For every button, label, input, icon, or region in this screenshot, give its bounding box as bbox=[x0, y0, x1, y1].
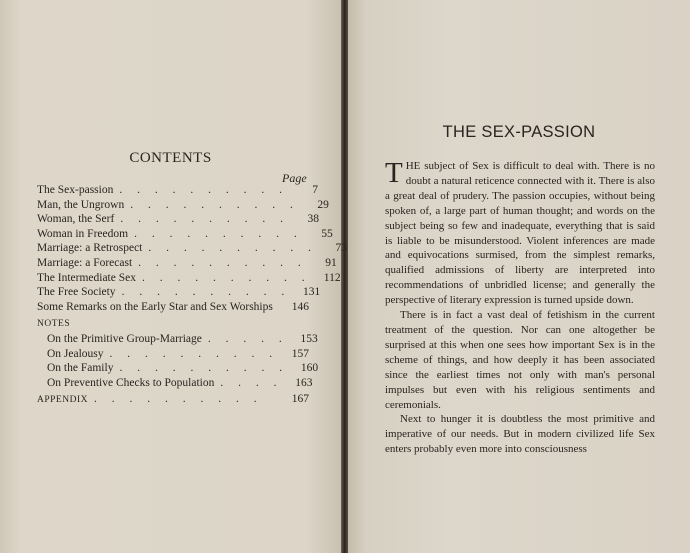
toc-entry[interactable]: Man, the Ungrown . . . . . . . . . . 29 bbox=[37, 198, 329, 211]
book-gutter bbox=[341, 0, 348, 553]
toc-entry-title: The Free Society bbox=[37, 286, 116, 299]
toc-entry-page: 157 bbox=[291, 347, 309, 360]
chapter-title: THE SEX-PASSION bbox=[442, 123, 596, 141]
toc-entry-title: On Jealousy bbox=[47, 347, 104, 360]
toc-appendix-entry[interactable]: APPENDIX . . . . . . . . . . 167 bbox=[37, 392, 309, 408]
toc-entry-page: 160 bbox=[300, 362, 319, 375]
toc-notes-heading: NOTES bbox=[37, 319, 71, 330]
toc-entry-title: Woman in Freedom bbox=[37, 227, 129, 240]
toc-entry-page: 153 bbox=[300, 332, 318, 345]
toc-entry-title: APPENDIX bbox=[37, 395, 88, 406]
toc-entry-page: 131 bbox=[302, 286, 321, 299]
toc-entry[interactable]: Marriage: a Retrospect . . . . . . . . . . 73 bbox=[37, 242, 347, 255]
table-of-contents bbox=[37, 183, 347, 408]
toc-entry[interactable] bbox=[37, 300, 309, 315]
toc-entry-title: On the Family bbox=[47, 362, 114, 375]
chapter-body bbox=[385, 159, 655, 457]
page-column-label: Page bbox=[282, 171, 307, 185]
toc-entry-page: 91 bbox=[325, 256, 337, 269]
toc-entry-page: 146 bbox=[291, 300, 309, 313]
toc-entry-title: On Preventive Checks to Population bbox=[47, 376, 215, 389]
toc-entry-title: Marriage: a Retrospect bbox=[37, 242, 143, 255]
toc-entry-page: 167 bbox=[291, 393, 309, 406]
toc-entry[interactable]: Woman in Freedom . . . . . . . . . . 55 bbox=[37, 227, 333, 240]
toc-entry-page: 7 bbox=[312, 184, 318, 196]
toc-entry-page: 73 bbox=[335, 242, 347, 255]
toc-entry-page: 55 bbox=[321, 227, 333, 240]
toc-entry-page: 163 bbox=[295, 376, 313, 389]
paragraph: THE subject of Sex is difficult to deal with. There is no doubt a natural reticence connected with it. There is also a great deal of prudery. The passion occupies, without being spoken of, a large part of human thought; and words on the subject being so few and inadequate, everything that is said is liable to be misunderstood. Violent inferences are made and equivocations surmised, from the simplest remarks, qualified admissions of liberty are interpreted into recommendations of unbridled license; and generally the perspective of literary expression is turned upside down. bbox=[385, 157, 655, 307]
toc-note-entry[interactable]: On Jealousy . . . . . . . . . . 157 bbox=[47, 347, 309, 360]
toc-entry[interactable]: Marriage: a Forecast . . . . . . . . . . 91 bbox=[37, 256, 337, 269]
toc-entry-title: Woman, the Serf bbox=[37, 213, 115, 226]
toc-entry-title: On the Primitive Group-Marriage bbox=[47, 332, 202, 345]
toc-note-entry[interactable]: On the Family . . . . . . . . . . 160 bbox=[47, 362, 319, 375]
toc-entry-page: 29 bbox=[317, 198, 329, 211]
paragraph: Next to hunger it is doubtless the most primitive and imperative of our needs. But in modern civilized life Sex enters probably even more into consciousness bbox=[385, 413, 655, 456]
toc-entry-page: 112 bbox=[323, 271, 341, 284]
toc-note-entry[interactable]: On Preventive Checks to Population . . . . 163 bbox=[47, 376, 313, 389]
toc-entry[interactable]: The Free Society . . . . . . . . . . 131 bbox=[37, 286, 321, 299]
toc-entry[interactable]: Woman, the Serf . . . . . . . . . . 38 bbox=[37, 213, 319, 226]
toc-note-entry[interactable]: On the Primitive Group-Marriage . . . . . 153 bbox=[47, 332, 318, 345]
toc-entry-title: Man, the Ungrown bbox=[37, 198, 125, 211]
contents-heading: CONTENTS bbox=[129, 150, 212, 166]
paragraph: There is in fact a vast deal of fetishism in the current treatment of the question. Nor can one altogether be surprised at this when one sees how important Sex is in the scheme of things, and how deeply it has been associated since the earliest times not only with man's personal impulses but even with his religious sentiments and ceremonials. bbox=[385, 309, 655, 411]
toc-entry[interactable]: The Sex-passion . . . . . . . . . . 7 bbox=[37, 184, 318, 196]
toc-entry-title: Marriage: a Forecast bbox=[37, 256, 133, 269]
toc-entry[interactable]: The Intermediate Sex . . . . . . . . . . 112 bbox=[37, 271, 341, 284]
drop-cap: T bbox=[385, 157, 403, 189]
toc-entry-page: 38 bbox=[307, 213, 319, 226]
toc-entry-title: Some Remarks on the Early Star and Sex Worships bbox=[37, 300, 273, 313]
toc-entry-title: The Intermediate Sex bbox=[37, 271, 136, 284]
toc-entry-title: The Sex-passion bbox=[37, 184, 114, 196]
